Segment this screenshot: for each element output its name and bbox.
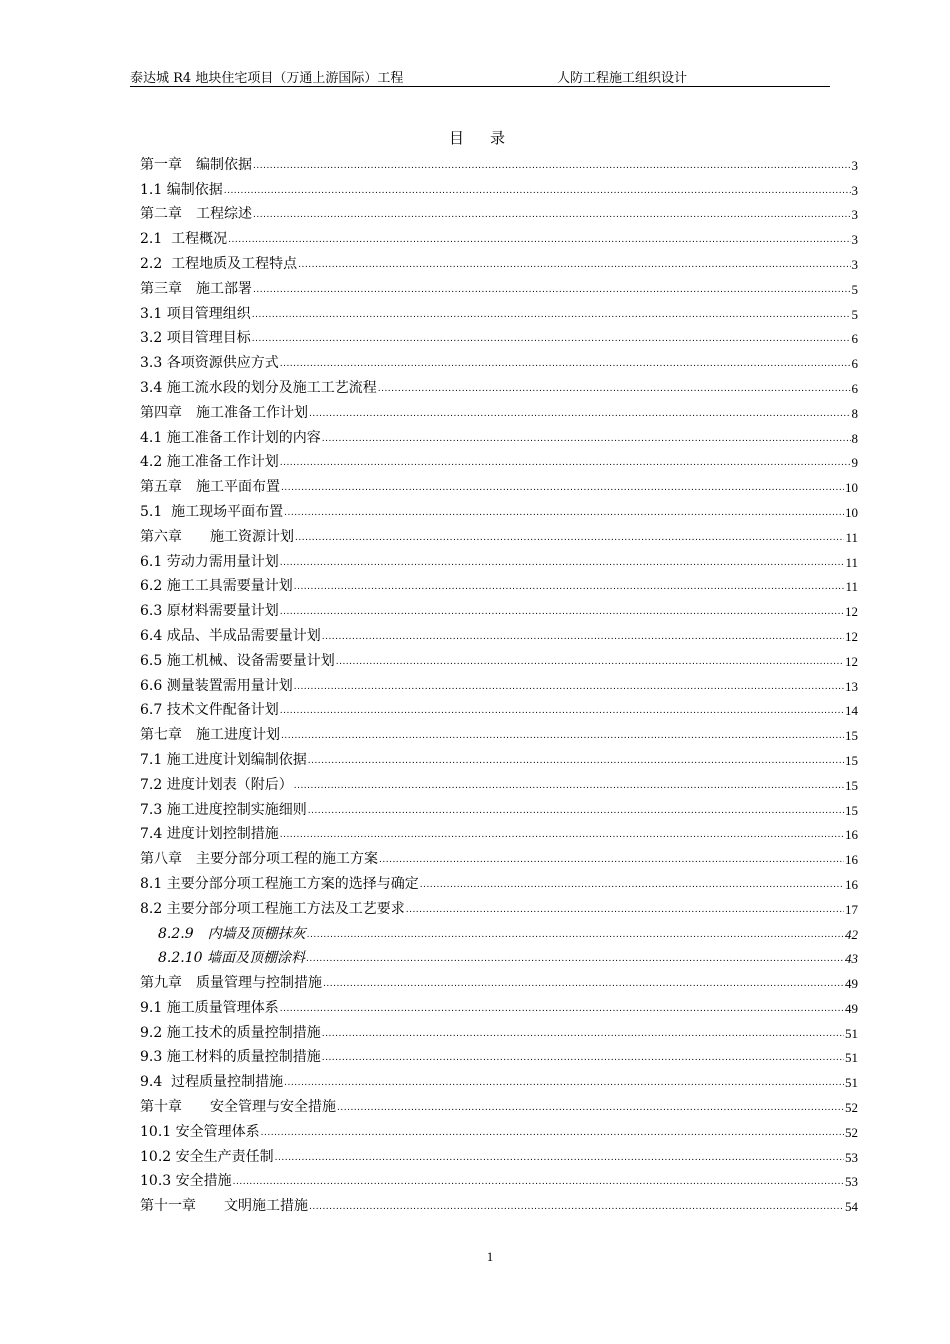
toc-leader-dots (294, 682, 844, 692)
toc-entry[interactable] (140, 422, 858, 447)
toc-leader-dots (280, 607, 844, 617)
toc-leader-dots (280, 830, 844, 840)
toc-entry-title: 6.4 成品、半成品需要量计划 (140, 627, 321, 644)
toc-entry-title: 6.6 测量装置需用量计划 (140, 677, 293, 694)
toc-entry[interactable] (140, 149, 858, 174)
toc-entry-title: 8.2.9 内墙及顶棚抹灰 (158, 925, 306, 942)
toc-leader-dots (294, 582, 845, 592)
toc-entry-title: 10.3 安全措施 (140, 1173, 232, 1190)
toc-leader-dots (280, 458, 851, 468)
toc-entry[interactable] (140, 868, 858, 893)
toc-entry-page: 42 (845, 926, 858, 942)
toc-entry-page: 8 (851, 405, 858, 421)
toc-entry-page: 6 (851, 331, 858, 347)
toc-leader-dots (275, 1153, 844, 1163)
toc-leader-dots (337, 1103, 844, 1113)
toc-entry-page: 8 (851, 430, 858, 446)
toc-title: 目录 (448, 129, 531, 147)
toc-leader-dots (306, 954, 844, 964)
toc-entry-title: 第七章 施工进度计划 (140, 727, 280, 744)
toc-entry-title: 10.1 安全管理体系 (140, 1123, 260, 1140)
toc-entry-page: 3 (851, 182, 858, 198)
toc-leader-dots (379, 855, 844, 865)
toc-entry-page: 16 (845, 876, 858, 892)
toc-entry-page: 15 (845, 777, 858, 793)
toc-entry-page: 52 (845, 1124, 858, 1140)
toc-entry[interactable] (140, 645, 858, 670)
toc-entry[interactable] (140, 546, 858, 571)
toc-entry-page: 3 (851, 256, 858, 272)
toc-entry-title: 5.1 施工现场平面布置 (140, 503, 284, 520)
toc-entry-title: 2.1 工程概况 (140, 231, 228, 248)
toc-entry[interactable] (140, 323, 858, 348)
toc-entry[interactable] (140, 992, 858, 1017)
toc-entry[interactable] (140, 967, 858, 992)
toc-entry-page: 17 (845, 901, 858, 917)
toc-entry-title: 9.2 施工技术的质量控制措施 (140, 1024, 321, 1041)
toc-entry-page: 51 (845, 1025, 858, 1041)
toc-leader-dots (280, 706, 844, 716)
toc-entry[interactable] (140, 1042, 858, 1067)
toc-leader-dots (322, 632, 844, 642)
toc-entry-title: 第三章 施工部署 (140, 280, 252, 297)
toc-entry[interactable] (140, 943, 858, 968)
toc-entry-page: 15 (845, 802, 858, 818)
toc-entry-page: 10 (845, 480, 858, 496)
toc-entry[interactable] (140, 769, 858, 794)
toc-entry-title: 4.2 施工准备工作计划 (140, 454, 279, 471)
toc-entry-title: 1.1 编制依据 (140, 181, 223, 198)
toc-entry-page: 43 (845, 951, 858, 967)
toc-entry[interactable] (140, 620, 858, 645)
toc-entry-title: 3.1 项目管理组织 (140, 305, 251, 322)
toc-entry-title: 7.2 进度计划表（附后） (140, 776, 293, 793)
toc-entry-title: 6.7 技术文件配备计划 (140, 702, 279, 719)
toc-entry-title: 第十一章 文明施工措施 (140, 1198, 308, 1215)
toc-entry-title: 第五章 施工平面布置 (140, 479, 280, 496)
toc-entry-page: 10 (845, 504, 858, 520)
toc-leader-dots (284, 508, 844, 518)
toc-leader-dots (309, 409, 851, 419)
toc-entry-title: 第十章 安全管理与安全措施 (140, 1099, 336, 1116)
toc-entry-title: 8.2.10 墙面及顶棚涂料 (158, 950, 305, 967)
toc-entry-title: 9.3 施工材料的质量控制措施 (140, 1049, 321, 1066)
toc-entry-title: 9.4 过程质量控制措施 (140, 1074, 284, 1091)
toc-entry-page: 3 (851, 232, 858, 248)
toc-leader-dots (308, 756, 844, 766)
toc-leader-dots (420, 880, 844, 890)
toc-entry-page: 12 (845, 604, 858, 620)
toc-entry[interactable] (140, 893, 858, 918)
toc-entry[interactable] (140, 298, 858, 323)
toc-entry-title: 第六章 施工资源计划 (140, 528, 294, 545)
toc-entry-title: 3.3 各项资源供应方式 (140, 355, 279, 372)
toc-entry[interactable] (140, 1141, 858, 1166)
toc-entry-page: 16 (845, 852, 858, 868)
toc-entry-page: 49 (845, 976, 858, 992)
toc-leader-dots (253, 285, 851, 295)
toc-entry-title: 第九章 质量管理与控制措施 (140, 975, 322, 992)
toc-entry-page: 54 (845, 1199, 858, 1215)
toc-entry-title: 7.1 施工进度计划编制依据 (140, 751, 307, 768)
toc-entry-page: 11 (845, 579, 858, 595)
toc-entry[interactable] (140, 744, 858, 769)
toc-entry[interactable] (140, 1166, 858, 1191)
table-of-contents (140, 149, 858, 1215)
toc-entry[interactable] (140, 521, 858, 546)
toc-entry-page: 16 (845, 827, 858, 843)
toc-leader-dots (298, 260, 850, 270)
toc-entry[interactable] (140, 918, 858, 943)
toc-leader-dots (336, 657, 844, 667)
toc-leader-dots (378, 384, 851, 394)
toc-entry-page: 15 (845, 752, 858, 768)
toc-entry[interactable] (140, 199, 858, 224)
toc-leader-dots (280, 558, 845, 568)
toc-entry[interactable] (140, 223, 858, 248)
toc-entry-page: 6 (851, 356, 858, 372)
header-document-title: 人防工程施工组织设计 (557, 71, 688, 86)
toc-entry-page: 14 (845, 703, 858, 719)
toc-leader-dots (253, 161, 851, 171)
toc-entry-page: 15 (845, 728, 858, 744)
toc-entry[interactable] (140, 571, 858, 596)
toc-entry-page: 5 (851, 281, 858, 297)
toc-entry[interactable] (140, 447, 858, 472)
toc-entry[interactable] (140, 1017, 858, 1042)
toc-entry[interactable] (140, 695, 858, 720)
toc-leader-dots (294, 781, 844, 791)
toc-entry[interactable] (140, 819, 858, 844)
toc-entry[interactable] (140, 174, 858, 199)
toc-entry[interactable] (140, 1066, 858, 1091)
toc-leader-dots (252, 310, 851, 320)
toc-entry[interactable] (140, 794, 858, 819)
toc-entry[interactable] (140, 273, 858, 298)
toc-leader-dots (252, 334, 851, 344)
toc-leader-dots (307, 930, 844, 940)
toc-entry-page: 3 (851, 157, 858, 173)
toc-entry-title: 4.1 施工准备工作计划的内容 (140, 429, 321, 446)
toc-leader-dots (309, 1202, 844, 1212)
toc-entry-title: 2.2 工程地质及工程特点 (140, 255, 298, 272)
toc-entry[interactable] (140, 1190, 858, 1215)
toc-entry-page: 12 (845, 653, 858, 669)
toc-entry[interactable] (140, 471, 858, 496)
toc-leader-dots (281, 731, 844, 741)
toc-entry[interactable] (140, 496, 858, 521)
toc-entry-title: 8.1 主要分部分项工程施工方案的选择与确定 (140, 875, 419, 892)
toc-leader-dots (322, 1029, 844, 1039)
toc-entry-title: 6.5 施工机械、设备需要量计划 (140, 652, 335, 669)
toc-entry[interactable] (140, 595, 858, 620)
toc-leader-dots (322, 434, 851, 444)
toc-entry[interactable] (140, 347, 858, 372)
toc-entry-page: 53 (845, 1149, 858, 1165)
toc-entry-page: 12 (845, 628, 858, 644)
toc-entry-page: 49 (845, 1000, 858, 1016)
toc-entry-page: 53 (845, 1174, 858, 1190)
toc-entry-page: 52 (845, 1100, 858, 1116)
toc-entry-page: 9 (851, 455, 858, 471)
toc-entry-title: 3.2 项目管理目标 (140, 330, 251, 347)
toc-entry[interactable] (140, 372, 858, 397)
toc-leader-dots (228, 235, 850, 245)
toc-leader-dots (261, 1128, 844, 1138)
toc-entry-title: 第四章 施工准备工作计划 (140, 404, 308, 421)
toc-leader-dots (308, 806, 844, 816)
toc-entry-title: 7.4 进度计划控制措施 (140, 826, 279, 843)
toc-leader-dots (295, 533, 844, 543)
toc-entry-page: 5 (851, 306, 858, 322)
header-project-title: 泰达城 R4 地块住宅项目（万通上游国际）工程 (130, 71, 404, 86)
toc-entry-title: 9.1 施工质量管理体系 (140, 999, 279, 1016)
page-header (130, 66, 830, 87)
toc-entry-title: 6.3 原材料需要量计划 (140, 603, 279, 620)
toc-entry[interactable] (140, 248, 858, 273)
toc-entry-page: 11 (845, 529, 858, 545)
toc-entry-page: 11 (845, 554, 858, 570)
toc-entry-page: 3 (851, 207, 858, 223)
toc-leader-dots (280, 1004, 844, 1014)
toc-entry-title: 10.2 安全生产责任制 (140, 1148, 274, 1165)
toc-leader-dots (322, 1053, 844, 1063)
toc-entry-title: 8.2 主要分部分项工程施工方法及工艺要求 (140, 900, 405, 917)
toc-entry-page: 6 (851, 380, 858, 396)
toc-entry[interactable] (140, 719, 858, 744)
toc-entry-title: 6.1 劳动力需用量计划 (140, 553, 279, 570)
toc-leader-dots (224, 186, 851, 196)
toc-entry-page: 51 (845, 1050, 858, 1066)
toc-entry[interactable] (140, 670, 858, 695)
toc-entry-page: 51 (845, 1075, 858, 1091)
toc-leader-dots (280, 359, 851, 369)
toc-entry[interactable] (140, 1116, 858, 1141)
toc-entry[interactable] (140, 843, 858, 868)
page-number: 1 (486, 1249, 494, 1264)
toc-entry-title: 第二章 工程综述 (140, 206, 252, 223)
toc-entry[interactable] (140, 397, 858, 422)
toc-leader-dots (233, 1177, 844, 1187)
toc-leader-dots (406, 905, 844, 915)
toc-entry-title: 第一章 编制依据 (140, 156, 252, 173)
toc-entry-page: 13 (845, 678, 858, 694)
toc-leader-dots (253, 210, 851, 220)
toc-entry[interactable] (140, 1091, 858, 1116)
toc-leader-dots (281, 483, 844, 493)
toc-entry-title: 7.3 施工进度控制实施细则 (140, 801, 307, 818)
toc-entry-title: 6.2 施工工具需要量计划 (140, 578, 293, 595)
toc-leader-dots (284, 1078, 844, 1088)
toc-entry-title: 第八章 主要分部分项工程的施工方案 (140, 851, 378, 868)
toc-entry-title: 3.4 施工流水段的划分及施工工艺流程 (140, 379, 377, 396)
toc-leader-dots (323, 979, 844, 989)
